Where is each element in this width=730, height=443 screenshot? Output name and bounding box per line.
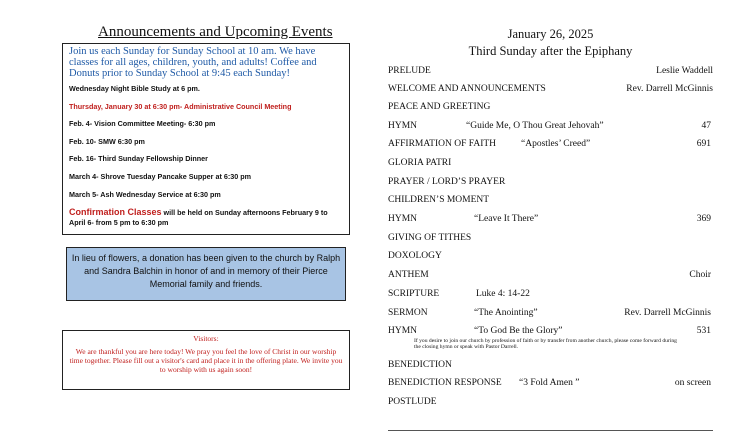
order-right: 369 (696, 214, 711, 224)
order-detail: “To God Be the Glory” (474, 326, 563, 336)
order-item: HYMN (388, 214, 418, 224)
order-detail: “Apostles’ Creed” (521, 139, 591, 149)
order-item: GIVING OF TITHES (388, 233, 472, 243)
order-item: HYMN (388, 326, 418, 336)
confirmation-classes (69, 207, 343, 228)
bottom-rule (388, 430, 713, 431)
announcements-box (62, 43, 350, 235)
order-row (388, 177, 713, 191)
order-row (388, 378, 713, 392)
order-item: GLORIA PATRI (388, 158, 452, 168)
order-row (388, 139, 713, 153)
order-item: AFFIRMATION OF FAITH (388, 139, 497, 149)
order-row (388, 360, 713, 374)
order-row (388, 289, 713, 303)
order-right: 47 (701, 121, 711, 131)
order-row (388, 102, 713, 116)
visitors-text: We are thankful you are here today! We pray you feel the love of Christ in our worship time together. Please fill out a visitor's card and place it in the offering plate. We invite you to worship with us again soon! (69, 347, 343, 374)
order-row (388, 214, 713, 228)
order-item: DOXOLOGY (388, 251, 442, 261)
order-row (388, 308, 713, 322)
order-row (388, 158, 713, 172)
order-item: HYMN (388, 121, 418, 131)
order-item: ANTHEM (388, 270, 429, 280)
order-right: 691 (696, 139, 711, 149)
visitors-box (62, 330, 350, 390)
order-right: Rev. Darrell McGinnis (626, 84, 713, 94)
order-row (388, 233, 713, 247)
order-item: PRELUDE (388, 66, 431, 76)
order-item: BENEDICTION RESPONSE (388, 378, 502, 388)
order-row (388, 397, 713, 411)
order-right: on screen (674, 378, 711, 388)
event-item: March 5- Ash Wednesday Service at 6:30 pm (69, 189, 221, 199)
order-item: WELCOME AND ANNOUNCEMENTS (388, 84, 546, 94)
order-right: Choir (689, 270, 711, 280)
order-row (388, 66, 713, 80)
order-item: SERMON (388, 308, 428, 318)
order-row (388, 251, 713, 265)
flowers-box: In lieu of flowers, a donation has been given to the church by Ralph and Sandra Balchin in honor of and in memory of their Pierce Memorial family and friends. (66, 247, 346, 301)
order-item: PEACE AND GREETING (388, 102, 491, 112)
event-item: Wednesday Night Bible Study at 6 pm. (69, 84, 200, 93)
profession-note: If you desire to join our church by profession of faith or by transfer from another church, please come forward during the closing hymn or speak with Pastor Darrell. (414, 338, 677, 350)
event-item: Feb. 16- Third Sunday Fellowship Dinner (69, 154, 208, 164)
confirmation-lead: Confirmation Classes (69, 207, 162, 218)
order-row (388, 84, 713, 98)
event-item: Feb. 4- Vision Committee Meeting- 6:30 pm (69, 119, 216, 129)
service-date: January 26, 2025 (507, 27, 594, 41)
order-right: 531 (696, 326, 711, 336)
event-item: Feb. 10- SMW 6:30 pm (69, 136, 145, 146)
order-right: Rev. Darrell McGinnis (624, 308, 711, 318)
announcements-title: Announcements and Upcoming Events (98, 24, 333, 40)
order-detail: Luke 4: 14-22 (476, 289, 530, 299)
order-item: SCRIPTURE (388, 289, 440, 299)
order-item: BENEDICTION (388, 360, 452, 370)
event-item: March 4- Shrove Tuesday Pancake Supper at 6:30 pm (69, 171, 252, 181)
order-row (388, 270, 713, 284)
order-item: CHILDREN’S MOMENT (388, 195, 490, 205)
service-occasion: Third Sunday after the Epiphany (468, 44, 633, 58)
order-item: PRAYER / LORD’S PRAYER (388, 177, 506, 187)
event-item: Thursday, January 30 at 6:30 pm- Administrative Council Meeting (69, 101, 292, 111)
visitors-title: Visitors: (193, 334, 219, 343)
order-row (388, 195, 713, 209)
order-detail: “The Anointing” (474, 308, 538, 318)
order-row (388, 121, 713, 135)
order-detail: “Leave It There” (474, 214, 539, 224)
order-right: Leslie Waddell (656, 66, 713, 76)
order-item: POSTLUDE (388, 397, 437, 407)
order-detail: “Guide Me, O Thou Great Jehovah” (466, 121, 604, 131)
confirmation-rest: will be held on Sunday afternoons February 9 to April 6- from 5 pm to 6:30 pm (69, 208, 328, 228)
sunday-school-intro: Join us each Sunday for Sunday School at 10 am. We have classes for all ages, children, youth, and adults! Coffee and Donuts prior to Sunday School at 9:45 each Sunday! (69, 46, 317, 79)
order-detail: “3 Fold Amen ” (519, 378, 580, 388)
